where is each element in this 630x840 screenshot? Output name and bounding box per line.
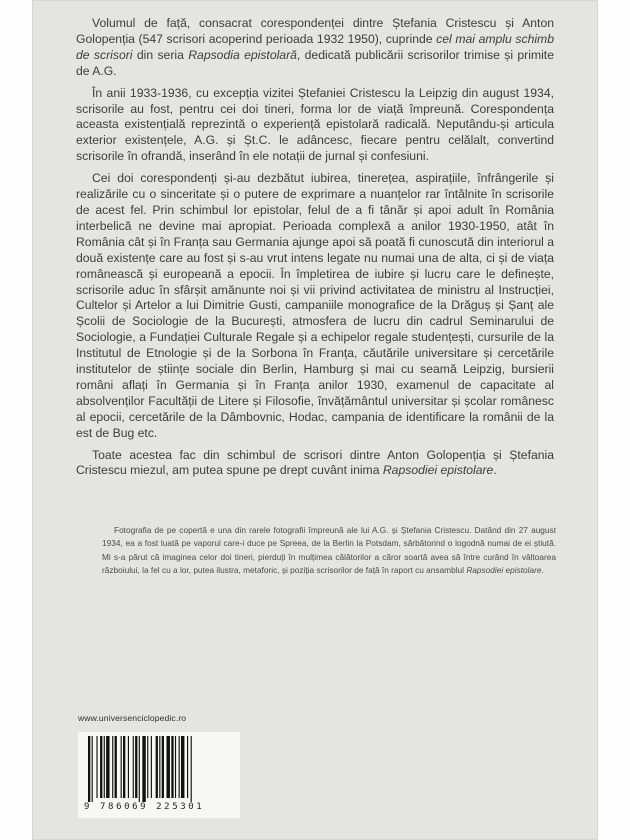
barcode-bar [191, 736, 192, 802]
barcode-bar [142, 736, 145, 802]
barcode-bar [100, 736, 102, 798]
barcode-bar [128, 736, 129, 798]
barcode-bar [179, 736, 180, 798]
text-run: Fotografia de pe copertă e una din rarele fotografii împreună ale lui A.G. și Ștefania Cristescu. Datând din 27 august 1934, ea a fost luată pe vaporul care-i duce pe Spreea, de la Berlin la Potsdam, sărbătorind o logodnă numai de ei știută. Mi s-a părut că imaginea celor doi tineri, pierduți în mulțimea călătorilor a căror soartă avea să între curând în vâltoarea războiului, la fel cu a lor, putea ilustra, metaforic, și poziția scrisorilor de față în raport cu ansamblul [102, 525, 556, 576]
text-run: Cei doi corespondenți și-au dezbătut iubirea, tinerețea, aspirațiile, înfrângerile și realizările cu o sinceritate și o putere de exprimare a nuanțelor rar întâlnite în scrisorile de acest fel. Prin schimbul lor epistolar, felul de a fi tânăr și apoi adult în România interbelică ne devine mai apropiat. Perioada complexă a anilor 1930-1950, atât în România cât și în Franța sau Germania ajunge apoi să poată fi cunoscută din interiorul a două existențe care au fost și s-au vrut intens legate nu numai una de alta, ci și de viața românească și europeană a epocii. În împletirea de iubire și lucru care le definește, scrisorile aduc în sfârșit amănunte noi și vii privind activitatea de ministru al Instrucției, Cultelor și Artelor a lui Dimitrie Gusti, campaniile monografice de la Drăguș și Șanț ale Școlii de Sociologie de la București, atmosfera de lucru din cadrul Seminarului de Sociologie, a Fundației Culturale Regale și a echipelor regale studențești, cursurile de la Institutul de Etnologie și de la Sorbona în Franța, căutările universitare și cercetările institutelor de științe sociale din Berlin, Hamburg și mai cu seamă Leipzig, bursierii români aflați în Germania și în Franța anilor 1930, examenul de capacitate al absolvenților Facultății de Litere și Filosofie, învățământul universitar și școlar românesc al epocii, cercetările de la Dâmbovnic, Hodac, campania de identificare la românii de la est de Bug etc. [76, 171, 554, 440]
italic-title-text: Rapsodia epistolară [188, 47, 297, 62]
barcode-bar [133, 736, 134, 798]
body-paragraph [76, 86, 554, 166]
publisher-website: www.universenciclopedic.ro [78, 713, 187, 723]
barcode-bar [166, 736, 169, 798]
barcode-bar [88, 736, 90, 802]
text-run: În anii 1933-1936, cu excepția vizitei Ștefaniei Cristescu la Leipzig din august 1934, scrisorile au fost, pentru cei doi tineri, forma lor de viață împreună. Corespondența aceasta existențială reprezintă o experiență epistolară radicală. Neputându-și articula exterior existențele, A.G. și Șt.C. le adâncesc, fiecare pentru celălalt, convertind scrisorile în ofrandă, inserând în ele notații de jurnal și confesiuni. [76, 85, 554, 164]
barcode-bar [112, 736, 113, 798]
description-text [76, 16, 554, 485]
body-paragraph [76, 171, 554, 441]
barcode-bar [147, 736, 148, 798]
barcode-bar [162, 736, 164, 798]
text-run: din seria [132, 47, 189, 62]
barcode-bar [175, 736, 176, 798]
text-run: , dedicată publicării scrisorilor trimise și primite de A.G. [76, 47, 554, 78]
text-run: Toate acestea fac din schimbul de scrisori dintre Anton Golopenția și Ștefania Cristescu miezul, am putea spune pe drept cuvânt inima [76, 447, 554, 478]
back-cover [32, 0, 598, 840]
barcode-bar [115, 736, 117, 798]
barcode-bar [121, 736, 122, 798]
barcode-bar [151, 736, 152, 798]
barcode-bar [171, 736, 173, 798]
barcode-bar [123, 736, 125, 798]
italic-title-text: Rapsodiei epistolare [466, 565, 542, 576]
isbn-barcode [78, 732, 240, 818]
barcode-bar [181, 736, 184, 798]
italic-title-text: cel mai amplu schimb de scrisori [76, 31, 554, 62]
body-paragraph [76, 16, 554, 80]
text-run: . [541, 565, 544, 576]
barcode-bar [139, 736, 140, 802]
barcode-bar [135, 736, 137, 798]
photo-caption-note [102, 524, 556, 578]
body-paragraph [76, 448, 554, 480]
barcode-bar [156, 736, 158, 798]
barcode-bar [159, 736, 160, 798]
text-run: . [493, 463, 497, 478]
barcode-bar [187, 736, 188, 798]
barcode-bar [104, 736, 105, 798]
barcode-bar [96, 736, 97, 798]
barcode-bar [106, 736, 109, 798]
italic-title-text: Rapsodiei epistolare [382, 463, 494, 478]
barcode-bars [84, 736, 234, 802]
text-run: Volumul de față, consacrat corespondenței dintre Ștefania Cristescu și Anton Golopenția (547 scrisori acoperind perioada 1932 1950), cuprinde [76, 16, 554, 46]
barcode-bar [92, 736, 93, 802]
isbn-number: 9 786069 225301 [84, 802, 205, 812]
